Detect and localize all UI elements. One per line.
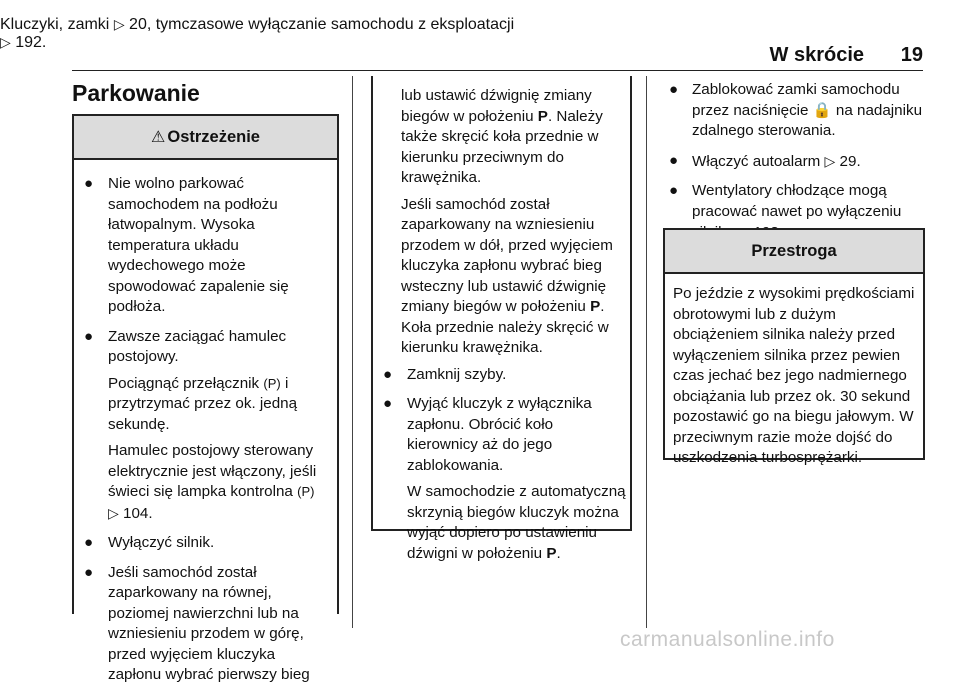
lock-icon: 🔒 xyxy=(812,101,832,119)
cross-reference-paragraph: Kluczyki, zamki ▷ 20, tymczasowe wyłączanie samochodu z eksploatacji ▷ 192. xyxy=(0,16,515,51)
parking-brake-indicator-icon: (P) xyxy=(263,375,281,391)
section-title: Parkowanie xyxy=(72,80,200,106)
list-item: ● Wyjąć kluczyk z wyłącznika zapłonu. Obrócić koło kierownicy aż do jego zablokowania. W samochodzie z automatyczną skrzynią biegów kluczyk można wyjąć dopiero po ustawieniu dźwigni w położeniu P. xyxy=(383,395,626,562)
caution-heading: Przestroga xyxy=(665,230,923,274)
warning-triangle-icon: ⚠ xyxy=(151,129,166,146)
column-three-list xyxy=(663,80,928,253)
watermark: carmanualsonline.info xyxy=(620,628,835,651)
page-ref-icon: ▷ xyxy=(108,504,119,521)
header-rule xyxy=(72,70,923,71)
page-ref-icon: ▷ xyxy=(824,152,836,169)
warning-list-continued xyxy=(373,365,628,565)
warning-box-continued: lub ustawić dźwignię zmiany biegów w położeniu P. Należy także skręcić koła przednie w kierunku przeciwnym do krawężnika. Jeśli samochód został zaparkowany na wzniesieniu przodem w dół, przed wyjęciem kluczyka zapłonu wybrać bieg wsteczny lub ustawić dźwignię zmiany biegów w położeniu P. Koła przednie należy skręcić w kierunku krawężnika. ● Zamknij szyby. ● Wyjąć kluczyk z wyłącznika zapłonu. Obrócić koło kierownicy aż do jego zablokowania. W samochodzie z automatyczną skrzynią biegów kluczyk można wyjąć dopiero po ustawieniu dźwigni w położeniu P. xyxy=(371,76,632,531)
list-item: ● Zablokować zamki samochodu przez naciśnięcie 🔒 na nadajniku zdalnego sterowania. xyxy=(669,81,923,139)
list-item: ● Zawsze zaciągać hamulec postojowy. Pociągnąć przełącznik (P) i przytrzymać przez ok. jedną sekundę. Hamulec postojowy sterowany elektrycznie jest włączony, jeśli świeci się lampka kontrolna (P) ▷ 104. xyxy=(84,327,317,522)
list-item: ● Zamknij szyby. xyxy=(383,365,507,383)
warning-box xyxy=(72,114,339,683)
list-item: ● Wyłączyć silnik. xyxy=(84,534,215,551)
list-item: ● Wentylatory chłodzące mogą pracować nawet po wyłączeniu xyxy=(663,181,928,244)
list-item: ● Jeśli samochód został zaparkowany na równej, poziomej nawierzchni lub na wzniesieniu przodem w górę, przed wyjęciem kluczyka zapłonu wybrać pierwszy bieg xyxy=(84,563,310,683)
parking-brake-indicator-icon: (P) xyxy=(297,484,315,499)
column-divider xyxy=(352,76,353,628)
warning-heading: ⚠ Ostrzeżenie xyxy=(74,116,337,160)
list-item: ● Nie wolno parkować samochodem na podłożu łatwopalnym. Wysoka temperatura układu wydechowego może spowodować zapalenie się podłoża. xyxy=(84,175,289,315)
chapter-title: W skrócie xyxy=(769,44,864,66)
caution-text: Po jeździe z wysokimi prędkościami obrotowymi lub z dużym obciążeniem silnika należy przed wyłączeniem silnika przez pewien czas jechać bez jego nadmiernego obciążania lub przez ok. 30 sekund pozostawić go na biegu jałowym. W przeciwnym razie może dojść do uszkodzenia turbosprężarki. xyxy=(673,285,915,466)
page-ref-icon: ▷ xyxy=(0,34,11,50)
caution-box xyxy=(663,228,925,466)
page-header xyxy=(0,16,960,78)
page-number: 19 xyxy=(900,44,923,66)
list-item: ● Włączyć autoalarm ▷ 29. xyxy=(669,151,861,170)
page-ref-icon: ▷ xyxy=(113,16,125,32)
column-divider xyxy=(646,76,647,628)
warning-list xyxy=(74,160,337,686)
